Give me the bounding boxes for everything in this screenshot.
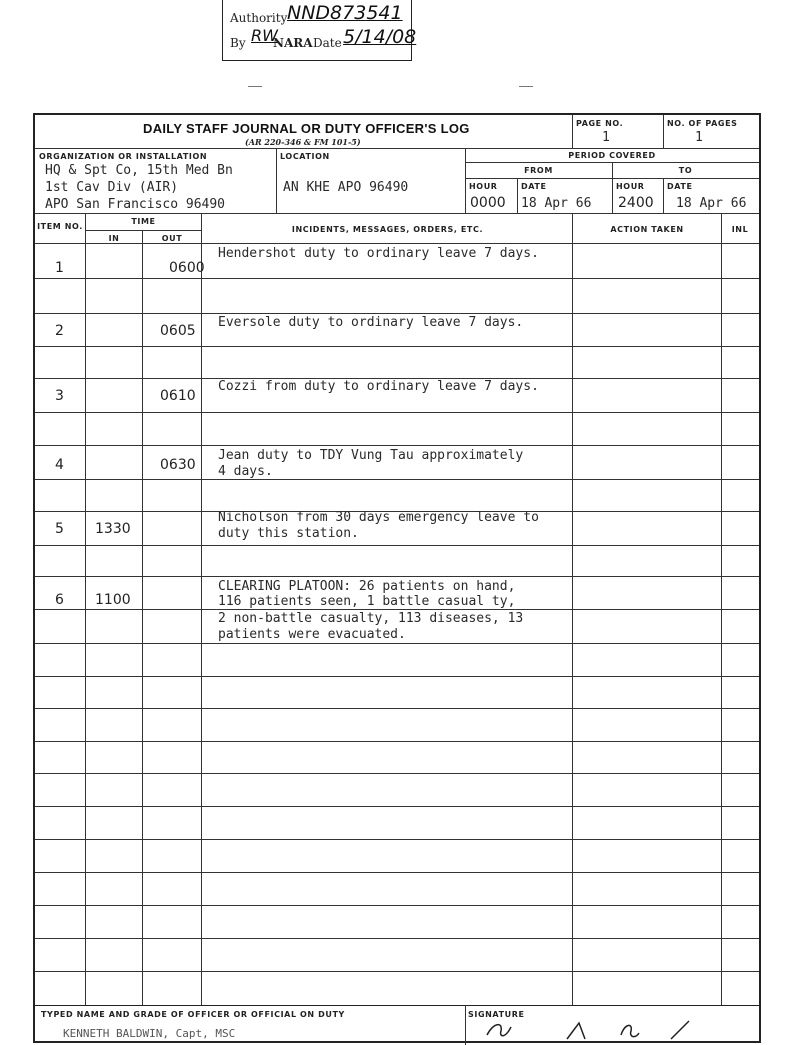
entry-time-out: 0605 xyxy=(160,323,196,339)
location-value: AN KHE APO 96490 xyxy=(283,180,409,195)
organization-label: ORGANIZATION OR INSTALLATION xyxy=(39,152,208,161)
entry-text-line: Eversole duty to ordinary leave 7 days. xyxy=(218,315,524,330)
declassification-stamp xyxy=(222,0,417,61)
row-rule xyxy=(35,545,759,546)
time-header: TIME xyxy=(131,217,156,226)
signature-scribble xyxy=(475,1015,725,1041)
location-label: LOCATION xyxy=(280,152,330,161)
date-value: 5/14/08 xyxy=(343,26,417,48)
row-rule xyxy=(35,741,759,742)
signature-label: SIGNATURE xyxy=(468,1010,525,1019)
from-hour-label: HOUR xyxy=(469,182,498,191)
row-rule xyxy=(35,971,759,972)
row-rule xyxy=(35,839,759,840)
no-of-pages-value: 1 xyxy=(695,130,703,145)
entry-text-line: Hendershot duty to ordinary leave 7 days. xyxy=(218,246,539,261)
from-hour-value: 0000 xyxy=(470,195,506,211)
period-covered-label: PERIOD COVERED xyxy=(568,151,656,160)
row-rule xyxy=(35,773,759,774)
row-rule xyxy=(35,346,759,347)
row-rule xyxy=(35,643,759,644)
officer-on-duty-value: KENNETH BALDWIN, Capt, MSC xyxy=(63,1027,236,1040)
row-rule xyxy=(35,905,759,906)
row-rule xyxy=(35,938,759,939)
organization-line3: APO San Francisco 96490 xyxy=(45,197,226,212)
row-rule xyxy=(35,445,759,446)
entry-text-line: CLEARING PLATOON: 26 patients on hand, xyxy=(218,579,516,594)
page-no-value: 1 xyxy=(602,130,610,145)
to-date-label: DATE xyxy=(667,182,693,191)
officer-on-duty-label: TYPED NAME AND GRADE OF OFFICER OR OFFICIAL ON DUTY xyxy=(41,1010,345,1019)
row-rule xyxy=(35,708,759,709)
punch-mark-left xyxy=(248,86,262,87)
entry-time-out: 0630 xyxy=(160,457,196,473)
entry-text-line: 116 patients seen, 1 battle casual ty, xyxy=(218,594,516,609)
row-rule xyxy=(35,609,759,610)
entry-text-line: duty this station. xyxy=(218,526,359,541)
date-label: Date xyxy=(313,36,342,50)
time-out-header: OUT xyxy=(161,234,183,243)
no-of-pages-label: NO. OF PAGES xyxy=(667,119,738,128)
row-rule xyxy=(35,676,759,677)
by-label: By xyxy=(230,36,246,50)
entry-time-out: 0600 xyxy=(169,260,205,276)
period-from-label: FROM xyxy=(524,166,553,175)
entry-time-out: 0610 xyxy=(160,388,196,404)
journal-form xyxy=(33,113,761,1043)
row-rule xyxy=(35,806,759,807)
entry-item-no: 5 xyxy=(55,521,64,537)
organization-line2: 1st Cav Div (AIR) xyxy=(45,180,179,195)
from-date-label: DATE xyxy=(521,182,547,191)
incidents-header: INCIDENTS, MESSAGES, ORDERS, ETC. xyxy=(291,225,484,234)
entry-text-line: Cozzi from duty to ordinary leave 7 days. xyxy=(218,379,539,394)
row-rule xyxy=(35,278,759,279)
row-rule xyxy=(35,576,759,577)
period-to-label: TO xyxy=(678,166,693,175)
row-rule xyxy=(35,412,759,413)
to-hour-label: HOUR xyxy=(616,182,645,191)
entry-text-line: Jean duty to TDY Vung Tau approximately xyxy=(218,448,524,463)
entry-time-in: 1100 xyxy=(95,592,131,608)
entry-item-no: 3 xyxy=(55,388,64,404)
punch-mark-right xyxy=(519,86,533,87)
nara-label: NARA xyxy=(273,36,313,50)
entry-item-no: 1 xyxy=(55,260,64,276)
to-date-value: 18 Apr 66 xyxy=(676,196,747,211)
by-initials: RW xyxy=(251,26,278,45)
authority-label: Authority xyxy=(230,11,288,25)
row-rule xyxy=(35,872,759,873)
from-date-value: 18 Apr 66 xyxy=(521,196,592,211)
row-rule xyxy=(35,479,759,480)
entry-item-no: 6 xyxy=(55,592,64,608)
to-hour-value: 2400 xyxy=(618,195,654,211)
row-rule xyxy=(35,313,759,314)
authority-value: NND873541 xyxy=(287,2,403,24)
form-subtitle: (AR 220-346 & FM 101-5) xyxy=(245,137,361,147)
entry-text-line: 4 days. xyxy=(218,464,273,479)
inl-header: INL xyxy=(731,225,749,234)
form-title: DAILY STAFF JOURNAL OR DUTY OFFICER'S LOG xyxy=(143,121,470,136)
item-no-header: ITEM NO. xyxy=(37,222,83,231)
entry-item-no: 4 xyxy=(55,457,64,473)
entry-text-line: 2 non-battle casualty, 113 diseases, 13 xyxy=(218,611,524,626)
action-taken-header: ACTION TAKEN xyxy=(610,225,684,234)
time-in-header: IN xyxy=(108,234,120,243)
entry-item-no: 2 xyxy=(55,323,64,339)
organization-line1: HQ & Spt Co, 15th Med Bn xyxy=(45,163,233,178)
page-no-label: PAGE NO. xyxy=(576,119,624,128)
entry-time-in: 1330 xyxy=(95,521,131,537)
entry-text-line: Nicholson from 30 days emergency leave to xyxy=(218,510,539,525)
entry-text-line: patients were evacuated. xyxy=(218,627,406,642)
